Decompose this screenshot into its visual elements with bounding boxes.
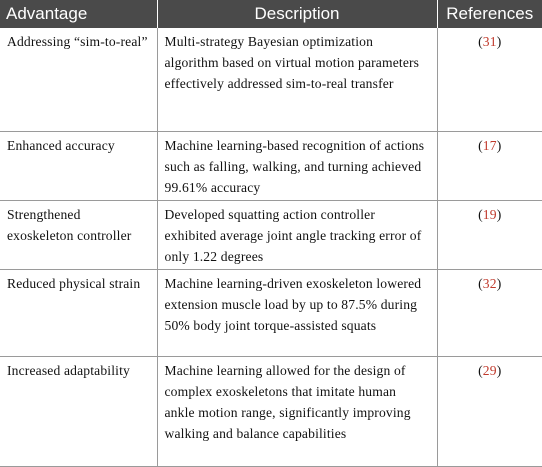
- advantage-cell: Reduced physical strain: [0, 269, 157, 356]
- header-description: Description: [157, 0, 437, 28]
- reference-cell: (31): [437, 28, 542, 131]
- description-cell: Multi-strategy Bayesian optimization algorithm based on virtual motion parameters effectively addressed sim-to-real transfer: [157, 28, 437, 131]
- description-cell: Machine learning-driven exoskeleton lowered extension muscle load by up to 87.5% during 50% body joint torque-assisted squats: [157, 269, 437, 356]
- description-cell: Machine learning-based recognition of actions such as falling, walking, and turning achieved 99.61% accuracy: [157, 131, 437, 200]
- reference-cell: (32): [437, 269, 542, 356]
- reference-cell: (19): [437, 200, 542, 269]
- advantage-cell: Increased adaptability: [0, 356, 157, 466]
- table-row: [0, 131, 542, 200]
- reference-link[interactable]: 32: [482, 275, 497, 291]
- reference-link[interactable]: 19: [482, 206, 497, 222]
- advantage-cell: Enhanced accuracy: [0, 131, 157, 200]
- header-advantage: Advantage: [0, 0, 157, 28]
- advantage-cell: Strengthened exoskeleton controller: [0, 200, 157, 269]
- reference-link[interactable]: 17: [482, 137, 497, 153]
- header-references: References: [437, 0, 542, 28]
- table-row: [0, 356, 542, 466]
- table-row: [0, 28, 542, 131]
- table-row: [0, 269, 542, 356]
- reference-cell: (29): [437, 356, 542, 466]
- description-cell: Developed squatting action controller exhibited average joint angle tracking error of only 1.22 degrees: [157, 200, 437, 269]
- reference-link[interactable]: 29: [482, 362, 497, 378]
- table-row: [0, 200, 542, 269]
- description-cell: Machine learning allowed for the design of complex exoskeletons that imitate human ankle motion range, significantly improving walking and balance capabilities: [157, 356, 437, 466]
- header-row: [0, 0, 542, 28]
- reference-link[interactable]: 31: [482, 34, 497, 49]
- reference-cell: (17): [437, 131, 542, 200]
- advantage-cell: Addressing “sim-to-real”: [0, 28, 157, 131]
